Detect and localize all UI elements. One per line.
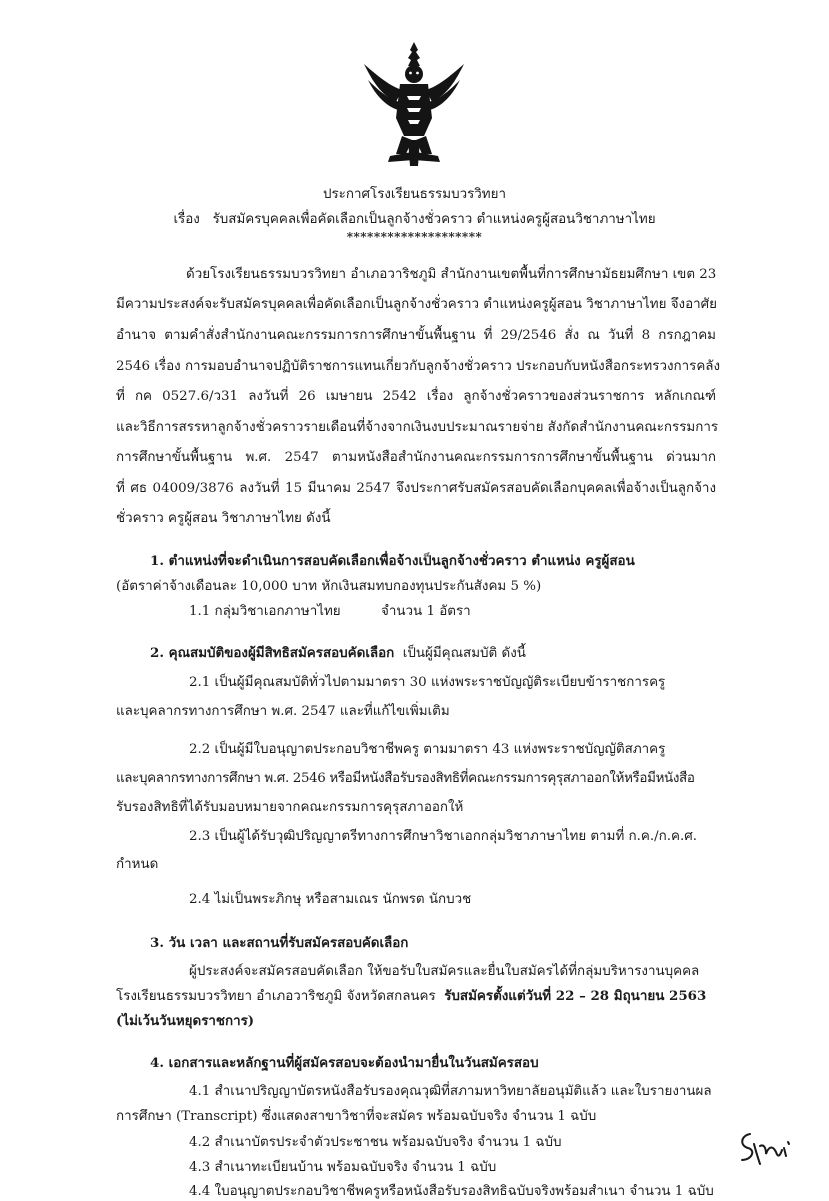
intro-line: ชั่วคราว ครูผู้สอน วิชาภาษาไทย ดังนี้	[116, 511, 331, 526]
section-1-heading: 1. ตำแหน่งที่จะดำเนินการสอบคัดเลือกเพื่อจ้างเป็นลูกจ้างชั่วคราว ตำแหน่ง ครูผู้สอน	[150, 553, 635, 569]
section-2-line: 2.3 เป็นผู้ได้รับวุฒิปริญญาตรีทางการศึกษาวิชาเอกกลุ่มวิชาภาษาไทย ตามที่ ก.ค./ก.ค.ศ.	[189, 829, 697, 844]
section-3-line: ผู้ประสงค์จะสมัครสอบคัดเลือก ให้ขอรับใบสมัครและยื่นใบสมัครได้ที่กลุ่มบริหารงานบุคคล	[189, 964, 700, 979]
section-4-line: 4.1 สำเนาปริญญาบัตรหนังสือรับรองคุณวุฒิที่สภามหาวิทยาลัยอนุมัติแล้ว และใบรายงานผล	[189, 1084, 712, 1099]
section-4-line: 4.4 ใบอนุญาตประกอบวิชาชีพครูหรือหนังสือรับรองสิทธิฉบับจริงพร้อมสำเนา จำนวน 1 ฉบับ	[189, 1184, 714, 1199]
section-2-heading	[150, 642, 526, 663]
section-3-line	[116, 985, 706, 1006]
subject-label: เรื่อง	[173, 212, 200, 227]
document-title: ประกาศโรงเรียนธรรมบวรวิทยา	[322, 187, 506, 202]
intro-line: และวิธีการสรรหาลูกจ้างชั่วคราวรายเดือนที่จ้างจากเงินงบประมาณรายจ่าย สังกัดสำนักงานคณะกรรมการ	[116, 420, 719, 435]
separator-stars: ********************	[346, 230, 483, 244]
intro-line: ด้วยโรงเรียนธรรมบวรวิทยา อำเภอวาริชภูมิ สำนักงานเขตพื้นที่การศึกษามัธยมศึกษา เขต 23	[186, 267, 717, 282]
section-1-rate: (อัตราค่าจ้างเดือนละ 10,000 บาท หักเงินสมทบกองทุนประกันสังคม 5 %)	[116, 579, 542, 594]
section-2-line: รับรองสิทธิที่ได้รับมอบหมายจากคณะกรรมการคุรุสภาออกให้	[116, 800, 464, 815]
section-1-item-count: จำนวน 1 อัตรา	[381, 604, 471, 619]
intro-line: มีความประสงค์จะรับสมัครบุคคลเพื่อคัดเลือกเป็นลูกจ้างชั่วคราว ตำแหน่งครูผู้สอน วิชาภาษาไทย จึงอาศัย	[116, 297, 717, 312]
section-2-heading-bold: 2. คุณสมบัติของผู้มีสิทธิสมัครสอบคัดเลือก	[150, 645, 395, 661]
section-1-item: 1.1 กลุ่มวิชาเอกภาษาไทย	[189, 604, 341, 619]
section-2-line: และบุคลากรทางการศึกษา พ.ศ. 2547 และที่แก้ไขเพิ่มเติม	[116, 704, 450, 719]
intro-line: การศึกษาขั้นพื้นฐาน พ.ศ. 2547 ตามหนังสือสำนักงานคณะกรรมการการศึกษาขั้นพื้นฐาน ด่วนมาก	[116, 450, 716, 465]
garuda-emblem-icon	[362, 40, 466, 168]
intro-line: ที่ กค 0527.6/ว31 ลงวันที่ 26 เมษายน 2542 เรื่อง ลูกจ้างชั่วคราวของส่วนราชการ หลักเกณฑ์	[116, 389, 716, 404]
section-4-heading: 4. เอกสารและหลักฐานที่ผู้สมัครสอบจะต้องนำมายื่นในวันสมัครสอบ	[150, 1055, 539, 1071]
section-2-line: กำหนด	[116, 857, 159, 872]
document-subject	[0, 208, 829, 229]
signature-icon	[736, 1124, 800, 1170]
subject-text: รับสมัครบุคคลเพื่อคัดเลือกเป็นลูกจ้างชั่วคราว ตำแหน่งครูผู้สอนวิชาภาษาไทย	[212, 212, 656, 227]
section-4-line: การศึกษา (Transcript) ซึ่งแสดงสาขาวิชาที่จะสมัคร พร้อมฉบับจริง จำนวน 1 ฉบับ	[116, 1109, 597, 1124]
section-2-line: 2.1 เป็นผู้มีคุณสมบัติทั่วไปตามมาตรา 30 แห่งพระราชบัญญัติระเบียบข้าราชการครู	[189, 675, 666, 690]
section-2-line: และบุคลากรทางการศึกษา พ.ศ. 2546 หรือมีหนังสือรับรองสิทธิที่คณะกรรมการคุรุสภาออกให้หรือมีหนังสือ	[116, 771, 695, 786]
section-4-line: 4.3 สำเนาทะเบียนบ้าน พร้อมฉบับจริง จำนวน 1 ฉบับ	[189, 1160, 497, 1175]
section-2-line: 2.2 เป็นผู้มีใบอนุญาตประกอบวิชาชีพครู ตามมาตรา 43 แห่งพระราชบัญญัติสภาครู	[189, 742, 666, 757]
section-3-dates: รับสมัครตั้งแต่วันที่ 22 – 28 มิถุนายน 2563	[444, 988, 707, 1004]
section-3-heading: 3. วัน เวลา และสถานที่รับสมัครสอบคัดเลือก	[150, 935, 409, 951]
intro-line: อำนาจ ตามคำสั่งสำนักงานคณะกรรมการการศึกษาขั้นพื้นฐาน ที่ 29/2546 สั่ง ณ วันที่ 8 กรกฎาคม	[116, 328, 716, 343]
section-2-line: 2.4 ไม่เป็นพระภิกษุ หรือสามเณร นักพรต นักบวช	[189, 892, 472, 907]
section-3-line-text: โรงเรียนธรรมบวรวิทยา อำเภอวาริชภูมิ จังหวัดสกลนคร	[116, 989, 436, 1004]
section-2-heading-rest: เป็นผู้มีคุณสมบัติ ดังนี้	[402, 646, 526, 661]
section-4-line: 4.2 สำเนาบัตรประจำตัวประชาชน พร้อมฉบับจริง จำนวน 1 ฉบับ	[189, 1135, 562, 1150]
intro-line: ที่ ศธ 04009/3876 ลงวันที่ 15 มีนาคม 2547 จึงประกาศรับสมัครสอบคัดเลือกบุคคลเพื่อจ้างเป็นลูกจ้าง	[116, 481, 716, 496]
section-3-line: (ไม่เว้นวันหยุดราชการ)	[116, 1013, 255, 1029]
intro-line: 2546 เรื่อง การมอบอำนาจปฏิบัติราชการแทนเกี่ยวกับลูกจ้างชั่วคราว ประกอบกับหนังสือกระทรวงการคลัง	[116, 359, 721, 374]
